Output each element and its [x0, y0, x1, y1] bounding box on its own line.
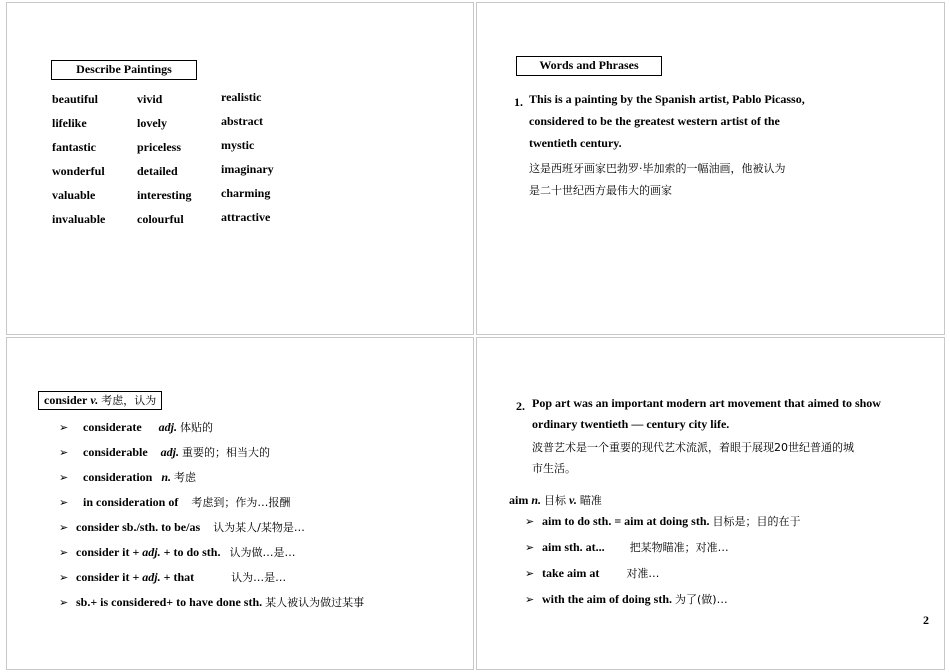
- list-item: [59, 444, 270, 460]
- headword: consider: [44, 393, 88, 407]
- slide-pop-art: [476, 337, 945, 670]
- word: valuable: [52, 188, 96, 202]
- section-heading: [38, 391, 162, 410]
- word: fantastic: [52, 140, 96, 154]
- translation: 瞄准: [579, 494, 602, 507]
- sentence-line: ordinary twentieth — century city life.: [532, 417, 730, 431]
- phrase: aim sth. at...: [542, 540, 605, 554]
- section-heading: Words and Phrases: [516, 56, 662, 76]
- phrase: sb.+ is considered+ to have done sth.: [76, 595, 263, 609]
- item-number: 1.: [514, 95, 523, 109]
- translation: 认为…是…: [231, 571, 287, 584]
- phrase: consider sb./sth. to be/as: [76, 520, 201, 534]
- translation: 某人被认为做过某事: [265, 596, 365, 609]
- word: lovely: [137, 116, 167, 130]
- word: lifelike: [52, 116, 87, 130]
- sentence-line: This is a painting by the Spanish artist, Pablo Picasso,: [529, 92, 805, 106]
- arrow-bullet-icon: ➢: [59, 521, 69, 534]
- list-item: [59, 419, 213, 435]
- slide-describe-paintings: [6, 2, 474, 335]
- translation: 目标: [544, 494, 567, 507]
- phrase-item: [59, 544, 295, 560]
- page-number: 2: [923, 613, 929, 627]
- phrase-item: [525, 591, 728, 607]
- item-number: 2.: [516, 399, 525, 413]
- phrase-item: [525, 513, 801, 529]
- translation-line: 波普艺术是一个重要的现代艺术流派，着眼于展现20世纪普通的城: [532, 441, 854, 454]
- part-of-speech: adj.: [160, 445, 180, 459]
- phrase: consider it +: [76, 570, 143, 584]
- phrase: consider it +: [76, 545, 143, 559]
- translation: 重要的；相当大的: [182, 446, 271, 459]
- part-of-speech: v.: [569, 493, 577, 507]
- phrase: + to do sth.: [160, 545, 221, 559]
- list-item: [59, 469, 196, 485]
- word: colourful: [137, 212, 184, 226]
- arrow-bullet-icon: ➢: [59, 571, 69, 584]
- phrase: + that: [160, 570, 195, 584]
- sentence-line: twentieth century.: [529, 136, 622, 150]
- word: wonderful: [52, 164, 105, 178]
- word: charming: [221, 186, 271, 200]
- arrow-bullet-icon: ➢: [59, 546, 69, 559]
- phrase-item: [59, 519, 305, 535]
- part-of-speech: v.: [90, 393, 99, 407]
- arrow-bullet-icon: ➢: [59, 446, 69, 459]
- part-of-speech: n.: [531, 493, 542, 507]
- word: interesting: [137, 188, 192, 202]
- arrow-bullet-icon: ➢: [525, 541, 535, 554]
- phrase-item: [59, 569, 286, 585]
- part-of-speech: adj.: [158, 420, 177, 434]
- phrase-italic: adj.: [142, 570, 161, 584]
- sentence-line: considered to be the greatest western artist of the: [529, 114, 780, 128]
- term: consideration: [83, 470, 153, 484]
- translation: 目标是；目的在于: [712, 515, 801, 528]
- arrow-bullet-icon: ➢: [59, 421, 69, 434]
- translation: 把某物瞄准；对准…: [629, 541, 729, 554]
- phrase-item: [525, 565, 659, 581]
- translation: 考虑到；作为…报酬: [191, 496, 291, 509]
- word: realistic: [221, 90, 262, 104]
- translation: 考虑: [174, 471, 197, 484]
- word: detailed: [137, 164, 178, 178]
- sentence-line: Pop art was an important modern art movement that aimed to show: [532, 396, 881, 410]
- translation: 对准…: [626, 567, 660, 580]
- translation-line: 这是西班牙画家巴勃罗·毕加索的一幅油画，他被认为: [529, 162, 786, 175]
- arrow-bullet-icon: ➢: [525, 515, 535, 528]
- word: priceless: [137, 140, 181, 154]
- translation: 体贴的: [180, 421, 213, 434]
- term: considerable: [83, 445, 148, 459]
- word: attractive: [221, 210, 271, 224]
- arrow-bullet-icon: ➢: [525, 593, 535, 606]
- headword-translation: 考虑，认为: [101, 394, 157, 407]
- slide-consider: [6, 337, 474, 670]
- term: in consideration of: [83, 495, 179, 509]
- phrase-item: [59, 594, 364, 610]
- translation: 认为某人/某物是…: [213, 521, 305, 534]
- arrow-bullet-icon: ➢: [525, 567, 535, 580]
- translation-line: 市生活。: [532, 462, 576, 475]
- word: abstract: [221, 114, 263, 128]
- phrase: aim to do sth. = aim at doing sth.: [542, 514, 710, 528]
- list-item: [59, 494, 290, 510]
- word: mystic: [221, 138, 255, 152]
- word: beautiful: [52, 92, 99, 106]
- phrase: with the aim of doing sth.: [542, 592, 673, 606]
- translation: 为了(做)…: [675, 593, 728, 606]
- phrase: take aim at: [542, 566, 600, 580]
- arrow-bullet-icon: ➢: [59, 596, 69, 609]
- phrase-item: [525, 539, 729, 555]
- phrase-italic: adj.: [142, 545, 161, 559]
- headword: aim: [509, 493, 529, 507]
- word: imaginary: [221, 162, 274, 176]
- section-heading: Describe Paintings: [51, 60, 197, 80]
- translation: 认为做…是…: [229, 546, 296, 559]
- translation-line: 是二十世纪西方最伟大的画家: [529, 184, 672, 197]
- word: invaluable: [52, 212, 106, 226]
- aim-heading: [509, 492, 602, 508]
- term: considerate: [83, 420, 142, 434]
- word: vivid: [137, 92, 163, 106]
- slide-words-and-phrases: [476, 2, 945, 335]
- arrow-bullet-icon: ➢: [59, 496, 69, 509]
- part-of-speech: n.: [161, 470, 172, 484]
- arrow-bullet-icon: ➢: [59, 471, 69, 484]
